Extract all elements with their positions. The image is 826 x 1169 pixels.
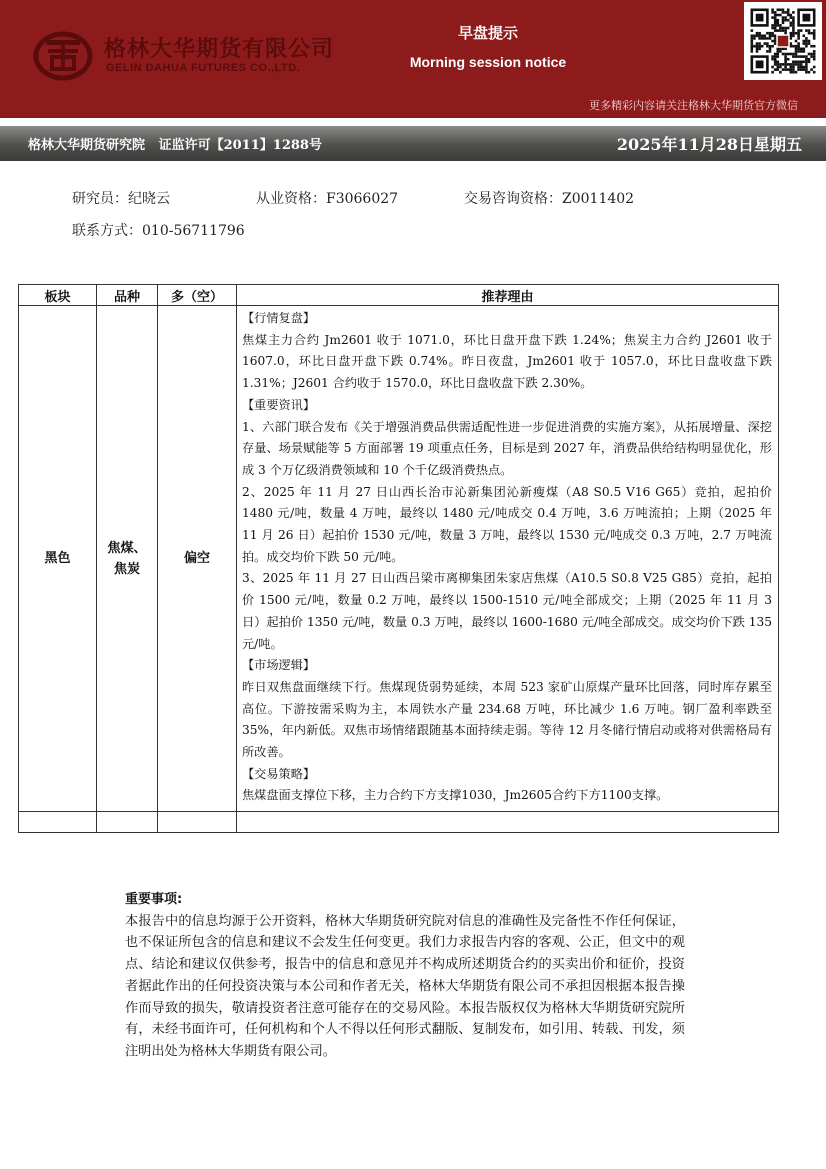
- report-title-cn: 早盘提示: [457, 24, 518, 42]
- qualification: 从业资格：F3066027: [256, 191, 399, 207]
- header-variety: 品种: [97, 285, 158, 306]
- variety-line: 焦煤、: [107, 540, 147, 556]
- paragraph: 1、六部门联合发布《关于增强消费品供需适配性进一步促进消费的实施方案》，从拓展增量、深挖存量、场景赋能等 5 方面部署 19 项重点任务，目标是到 2027 年，消费品供给结构明显优化，形成 3 个万亿级消费领域和 10 个千亿级消费热点。: [242, 419, 772, 477]
- direction-cell: 偏空: [158, 306, 237, 812]
- variety-cell: [97, 306, 158, 812]
- company-name-cn: 格林大华期货有限公司: [104, 37, 335, 62]
- company-logo-icon: [32, 30, 94, 82]
- header-reason: 推荐理由: [237, 285, 779, 306]
- sector-cell: 黑色: [19, 306, 97, 812]
- license-number: 证监许可【2011】1288号: [158, 138, 322, 153]
- section-heading: 【重要资讯】: [242, 397, 316, 412]
- disclaimer-body: 本报告中的信息均源于公开资料，格林大华期货研究院对信息的准确性及完备性不作任何保证，也不保证所包含的信息和建议不会发生任何变更。我们力求报告内容的客观、公正，但文中的观点、结论和建议仅供参考，报告中的信息和意见并不构成所述期货合约的买卖出价和征价，投资者据此作出的任何投资决策与本公司和作者无关，格林大华期货有限公司不承担因根据本报告操作而导致的损失，敬请投资者注意可能存在的交易风险。本报告版权仅为格林大华期货研究院所有，未经书面许可，任何机构和个人不得以任何形式翻版、复制发布，如引用、转载、刊发，须注明出处为格林大华期货有限公司。: [125, 913, 685, 1059]
- disclaimer-title: 重要事项:: [125, 892, 183, 907]
- variety-line: 焦炭: [113, 561, 140, 577]
- empty-cell: [19, 812, 97, 833]
- qr-code: [744, 2, 822, 80]
- info-bar: [0, 126, 826, 161]
- contact: 联系方式：010-56711796: [72, 223, 245, 239]
- consult-qualification: 交易咨询资格：Z0011402: [464, 191, 635, 207]
- paragraph: 3、2025 年 11 月 27 日山西吕梁市离柳集团朱家店焦煤（A10.5 S0.8 V25 G85）竞拍，起拍价 1500 元/吨，数量 0.2 万吨，最终以 1500-1510 元/吨全部成交；上期（2025 年 11 月 3 日）起拍价 1350 元/吨，数量 0.3 万吨，最终以 1600-1680 元/吨全部成交。成交均价下跌 135 元/吨。: [242, 571, 772, 651]
- empty-table-row: [19, 812, 779, 833]
- paragraph: 焦煤主力合约 Jm2601 收于 1071.0，环比日盘开盘下跌 1.24%；焦炭主力合约 J2601 收于 1607.0，环比日盘开盘下跌 0.74%。昨日夜盘，Jm2601 收于 1057.0，环比日盘收盘下跌 1.31%；J2601 合约收于 1570.0，环比日盘收盘下跌 2.30%。: [242, 332, 772, 391]
- section-heading: 【交易策略】: [242, 766, 316, 781]
- report-title-en: Morning session notice: [409, 54, 567, 70]
- report-date: 2025年11月28日星期五: [616, 135, 802, 154]
- institute-license: [28, 134, 322, 153]
- header-sector: 板块: [19, 285, 97, 306]
- recommendation-table: [18, 284, 779, 833]
- report-header: [0, 0, 826, 118]
- wechat-follow-note: 更多精彩内容请关注格林大华期货官方微信: [589, 99, 798, 112]
- empty-cell: [158, 812, 237, 833]
- paragraph: 2、2025 年 11 月 27 日山西长治市沁新集团沁新瘦煤（A8 S0.5 V16 G65）竞拍，起拍价 1480 元/吨，数量 4 万吨，最终以 1480 元/吨成交 0.4 万吨，3.6 万吨流拍；上期（2025 年 11 月 26 日）起拍价 1530 元/吨，数量 3 万吨，最终以 1530 元/吨成交 0.3 万吨，2.7 万吨流拍。成交均价下跌 50 元/吨。: [242, 484, 772, 564]
- header-direction: 多（空）: [158, 285, 237, 306]
- paragraph: 昨日双焦盘面继续下行。焦煤现货弱势延续，本周 523 家矿山原煤产量环比回落，同时库存累至高位。下游按需采购为主，本周铁水产量 234.68 万吨，环比减少 1.6 万吨。钢厂盈利率跌至 35%，年内新低。双焦市场情绪跟随基本面持续走弱。等待 12 月冬储行情启动或将对供需格局有所改善。: [242, 679, 772, 760]
- institute-name: 格林大华期货研究院: [28, 138, 146, 153]
- company-name-en: GELIN DAHUA FUTURES CO.,LTD.: [106, 62, 301, 74]
- empty-cell: [237, 812, 779, 833]
- empty-cell: [97, 812, 158, 833]
- section-heading: 【行情复盘】: [242, 311, 316, 325]
- disclaimer: [125, 889, 685, 1063]
- paragraph: 焦煤盘面支撑位下移，主力合约下方支撑1030，Jm2605合约下方1100支撑。: [242, 788, 669, 803]
- reason-cell: [237, 306, 779, 812]
- table-header-row: [19, 285, 779, 306]
- section-heading: 【市场逻辑】: [242, 658, 316, 673]
- researcher: 研究员：纪晓云: [72, 191, 170, 207]
- table-row: [19, 306, 779, 812]
